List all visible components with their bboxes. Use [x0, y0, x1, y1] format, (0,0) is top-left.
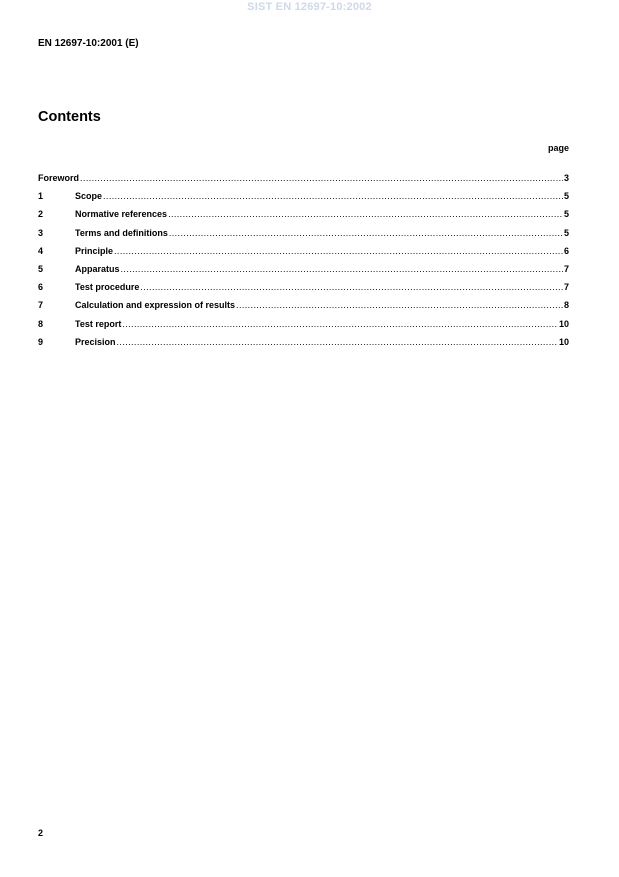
toc-entry-test-procedure: [38, 282, 569, 300]
toc-entry-page: 3: [563, 173, 569, 183]
toc-entry-number: 3: [38, 227, 44, 238]
toc-entry-foreword: [38, 173, 569, 191]
toc-entry-title: Normative references: [75, 209, 168, 220]
toc-leader-dots: [121, 264, 563, 274]
toc-entry-title: Calculation and expression of results: [75, 300, 236, 311]
document-id: EN 12697-10:2001 (E): [38, 38, 139, 49]
toc-entry-number: 1: [38, 191, 44, 202]
toc-entry-calculation: [38, 300, 569, 318]
toc-entry-page: 5: [563, 191, 569, 202]
page-number: 2: [38, 828, 44, 838]
page-title: Contents: [38, 109, 101, 125]
toc-entry-number: 9: [38, 336, 44, 347]
toc-entry-number: 5: [38, 263, 44, 274]
toc-entry-page: 6: [563, 245, 569, 256]
toc-entry-principle: [38, 246, 569, 264]
toc-leader-dots: [169, 228, 563, 238]
toc-entry-title: Principle: [75, 245, 114, 256]
toc-entry-number: 7: [38, 300, 44, 311]
toc-entry-title: Terms and definitions: [75, 227, 168, 238]
toc-entry-title: Precision: [75, 336, 116, 347]
toc-entry-page: 7: [563, 282, 569, 293]
watermark-text: SIST EN 12697-10:2002: [247, 1, 372, 13]
toc-leader-dots: [122, 319, 558, 329]
toc-entry-number: 2: [38, 209, 44, 220]
toc-entry-title: Foreword: [38, 173, 80, 183]
toc-entry-page: 7: [563, 263, 569, 274]
toc-entry-normative-references: [38, 209, 569, 227]
toc-leader-dots: [80, 173, 563, 183]
toc-entry-number: 6: [38, 282, 44, 293]
toc-leader-dots: [140, 282, 563, 292]
toc-entry-title: Test procedure: [75, 282, 140, 293]
toc-entry-precision: [38, 337, 569, 355]
toc-entry-test-report: [38, 319, 569, 337]
toc-entry-page: 5: [563, 227, 569, 238]
toc-entry-page: 5: [563, 209, 569, 220]
toc-leader-dots: [117, 337, 558, 347]
toc-entry-title: Test report: [75, 318, 122, 329]
toc-entry-number: 8: [38, 318, 44, 329]
toc-entry-scope: [38, 191, 569, 209]
page-column-label: page: [547, 143, 569, 153]
toc-entry-title: Scope: [75, 191, 103, 202]
toc-entry-page: 8: [563, 300, 569, 311]
toc-entry-number: 4: [38, 245, 44, 256]
toc-leader-dots: [103, 191, 563, 201]
toc-entry-terms-and-definitions: [38, 228, 569, 246]
toc-entry-title: Apparatus: [75, 263, 120, 274]
table-of-contents: [38, 173, 569, 355]
toc-leader-dots: [168, 209, 563, 219]
toc-leader-dots: [114, 246, 563, 256]
toc-leader-dots: [236, 300, 563, 310]
toc-entry-page: 10: [558, 318, 569, 329]
toc-entry-apparatus: [38, 264, 569, 282]
toc-entry-page: 10: [558, 336, 569, 347]
